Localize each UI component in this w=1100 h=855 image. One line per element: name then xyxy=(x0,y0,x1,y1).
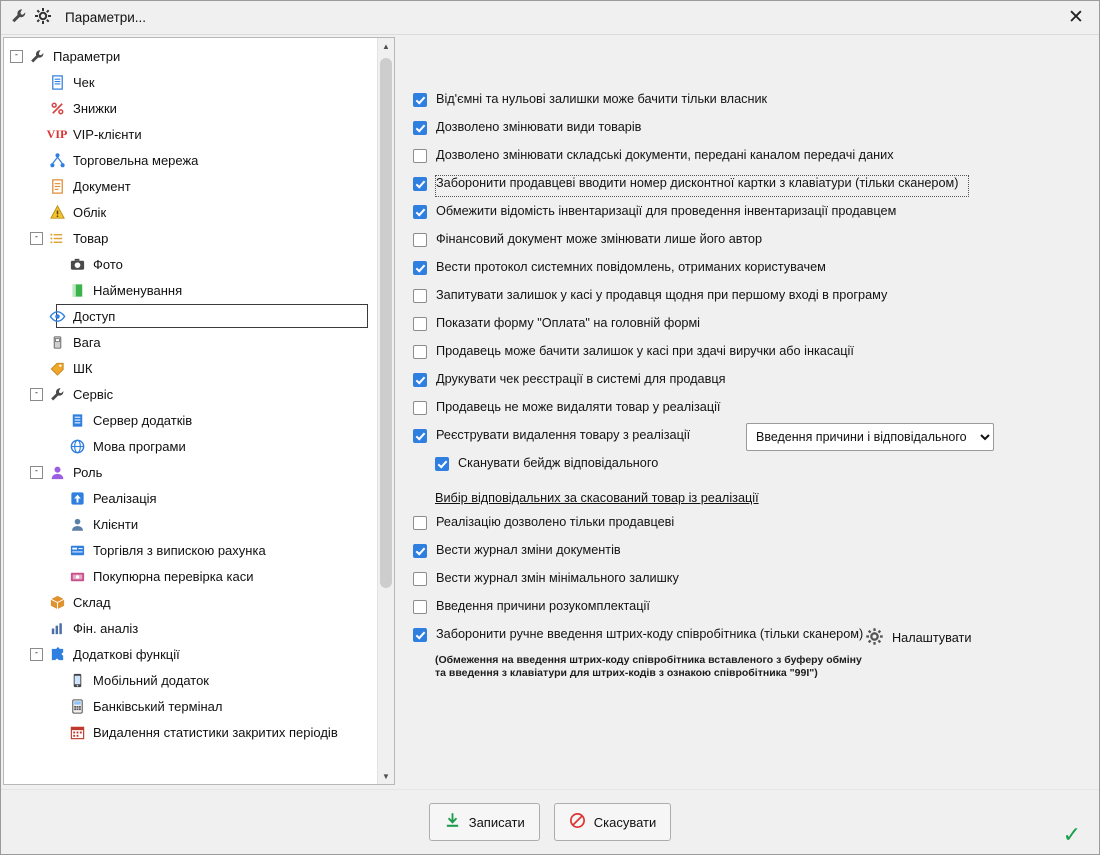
status-check-icon: ✓ xyxy=(1062,822,1081,847)
save-icon xyxy=(444,812,461,832)
tree-item-label: Сервер додатків xyxy=(93,412,193,428)
configure-button[interactable] xyxy=(865,627,971,649)
option-row-6[interactable] xyxy=(413,259,1099,287)
tree-item-3[interactable] xyxy=(4,121,378,147)
tree-item-label: Торговельна мережа xyxy=(73,152,199,168)
tree-item-label: Фін. аналіз xyxy=(73,620,139,636)
tree-expander-icon[interactable]: - xyxy=(30,648,43,661)
tree-item-18[interactable] xyxy=(4,511,378,537)
box-icon xyxy=(47,592,67,612)
tree-item-6[interactable] xyxy=(4,199,378,225)
tree-item-4[interactable] xyxy=(4,147,378,173)
tree-expander-icon[interactable]: - xyxy=(30,388,43,401)
tree-item-2[interactable] xyxy=(4,95,378,121)
tree-expander-icon[interactable]: - xyxy=(30,466,43,479)
camera-icon xyxy=(67,254,87,274)
tree-item-20[interactable] xyxy=(4,563,378,589)
checkbox-barcode-manual[interactable] xyxy=(413,628,427,642)
percent-icon xyxy=(47,98,67,118)
tree-item-label: Додаткові функції xyxy=(73,646,180,662)
tree-item-label: Документ xyxy=(73,178,131,194)
scroll-down-icon[interactable]: ▼ xyxy=(382,771,390,781)
phone-icon xyxy=(67,670,87,690)
tree-item-16[interactable] xyxy=(4,459,378,485)
cancel-button-label: Скасувати xyxy=(593,814,657,830)
option-label-6: Вести протокол системних повідомлень, отриманих користувачем xyxy=(436,260,826,274)
tree-item-15[interactable] xyxy=(4,433,378,459)
tree-item-25[interactable] xyxy=(4,693,378,719)
option-row-5[interactable] xyxy=(413,231,1099,259)
tree-item-label: Фото xyxy=(93,256,123,272)
person-icon xyxy=(67,514,87,534)
option-label-scan-badge: Сканувати бейдж відповідального xyxy=(458,456,659,470)
wrench-icon xyxy=(10,7,28,28)
gear-icon xyxy=(34,7,52,28)
tree-item-label: Сервіс xyxy=(73,386,114,402)
globe-icon xyxy=(67,436,87,456)
window-title: Параметри... xyxy=(65,10,147,25)
option-row-register-delete[interactable] xyxy=(413,427,1099,455)
option-checkbox-10[interactable] xyxy=(413,373,427,387)
user-icon xyxy=(47,462,67,482)
option-tail-row-3[interactable] xyxy=(413,598,1099,626)
barcode-note-line-2: та введення з клавіатури для штрих-кодів з ознакою співробітника "99I") xyxy=(435,667,818,679)
calendar-icon xyxy=(67,722,87,742)
tree-scrollbar[interactable] xyxy=(377,38,394,784)
configure-button-label: Налаштувати xyxy=(892,631,972,645)
tree-item-label: Мова програми xyxy=(93,438,186,454)
chart-icon xyxy=(47,618,67,638)
option-row-9[interactable] xyxy=(413,343,1099,371)
option-checkbox-4[interactable] xyxy=(413,205,427,219)
tree-item-label: Найменування xyxy=(93,282,183,298)
save-button[interactable] xyxy=(429,803,540,841)
tree-item-11[interactable] xyxy=(4,329,378,355)
wrench-icon xyxy=(47,384,67,404)
tree-item-22[interactable] xyxy=(4,615,378,641)
tree-item-label: Вага xyxy=(73,334,101,350)
tree-item-1[interactable] xyxy=(4,69,378,95)
option-label-7: Запитувати залишок у касі у продавця щодня при першому вході в програму xyxy=(436,288,888,302)
checkbox-scan-badge[interactable] xyxy=(435,457,449,471)
tree-item-label: VIP-клієнти xyxy=(73,126,142,142)
tree-item-19[interactable] xyxy=(4,537,378,563)
option-label-5: Фінансовий документ може змінювати лише його автор xyxy=(436,232,762,246)
option-tail-row-0[interactable] xyxy=(413,514,1099,542)
option-row-3[interactable] xyxy=(413,175,1099,203)
tree-item-label: Чек xyxy=(73,74,95,90)
option-checkbox-3[interactable] xyxy=(413,177,427,191)
tag-icon xyxy=(47,358,67,378)
server-icon xyxy=(67,410,87,430)
option-row-1[interactable] xyxy=(413,119,1099,147)
tree-item-8[interactable] xyxy=(4,251,378,277)
scrollbar-thumb[interactable] xyxy=(380,58,392,588)
tree-item-label: Видалення статистики закритих періодів xyxy=(93,724,338,740)
gear-icon xyxy=(865,627,884,649)
option-checkbox-11[interactable] xyxy=(413,401,427,415)
tree-item-13[interactable] xyxy=(4,381,378,407)
tree-item-label: Клієнти xyxy=(93,516,139,532)
option-checkbox-7[interactable] xyxy=(413,289,427,303)
option-row-10[interactable] xyxy=(413,371,1099,399)
option-label-0: Від'ємні та нульові залишки може бачити тільки власник xyxy=(436,92,768,106)
tree-item-label: Знижки xyxy=(73,100,117,116)
tree-item-label: Торгівля з випискою рахунка xyxy=(93,542,266,558)
option-tail-label-0: Реалізацію дозволено тільки продавцеві xyxy=(436,515,675,529)
tree-item-9[interactable] xyxy=(4,277,378,303)
upload-icon xyxy=(67,488,87,508)
tree-item-0[interactable] xyxy=(4,43,378,69)
title-icon-group xyxy=(1,7,146,28)
title-bar xyxy=(1,1,1099,35)
responsible-link-row xyxy=(435,486,1099,510)
tree-item-label: Доступ xyxy=(73,308,116,324)
option-tail-row-1[interactable] xyxy=(413,542,1099,570)
settings-tree xyxy=(3,37,395,785)
option-tail-checkbox-1[interactable] xyxy=(413,544,427,558)
tree-item-14[interactable] xyxy=(4,407,378,433)
save-button-label: Записати xyxy=(468,814,525,830)
tree-item-label: Склад xyxy=(73,594,111,610)
book-icon xyxy=(67,280,87,300)
tree-item-26[interactable] xyxy=(4,719,378,745)
options-panel xyxy=(395,35,1099,763)
scroll-up-icon[interactable]: ▲ xyxy=(382,41,390,51)
option-checkbox-5[interactable] xyxy=(413,233,427,247)
scale-icon xyxy=(47,332,67,352)
responsible-selection-link[interactable]: Вибір відповідальних за скасований товар із реалізації xyxy=(435,491,759,505)
option-row-2[interactable] xyxy=(413,147,1099,175)
focus-outline xyxy=(435,175,969,197)
tree-item-5[interactable] xyxy=(4,173,378,199)
option-tail-checkbox-3[interactable] xyxy=(413,600,427,614)
option-row-7[interactable] xyxy=(413,287,1099,315)
option-tail-checkbox-2[interactable] xyxy=(413,572,427,586)
tree-item-12[interactable] xyxy=(4,355,378,381)
option-tail-label-3: Введення причини розукомплектації xyxy=(436,599,650,613)
footer-bar xyxy=(1,789,1099,854)
tree-item-label: Реалізація xyxy=(93,490,157,506)
tree-item-10[interactable] xyxy=(4,303,378,329)
option-label-2: Дозволено змінювати складські документи, передані каналом передачі даних xyxy=(436,148,894,162)
tree-item-label: Параметри xyxy=(53,48,121,64)
document-icon xyxy=(47,176,67,196)
warning-icon xyxy=(47,202,67,222)
list-icon xyxy=(47,228,67,248)
option-checkbox-9[interactable] xyxy=(413,345,427,359)
option-label-register-delete: Реєструвати видалення товару з реалізації xyxy=(436,428,691,442)
options-list xyxy=(413,91,1099,427)
tree-expander-icon[interactable]: - xyxy=(10,50,23,63)
tree-scroll-area xyxy=(4,38,378,784)
option-checkbox-6[interactable] xyxy=(413,261,427,275)
option-label-9: Продавець може бачити залишок у касі при здачі виручки або інкасації xyxy=(436,344,854,358)
option-tail-label-2: Вести журнал змін мінімального залишку xyxy=(436,571,679,585)
option-label-10: Друкувати чек реєстрації в системі для продавця xyxy=(436,372,726,386)
option-label-4: Обмежити відомість інвентаризації для проведення інвентаризації продавцем xyxy=(436,204,897,218)
tree-item-label: Покупюрна перевірка каси xyxy=(93,568,254,584)
tree-expander-icon[interactable]: - xyxy=(30,232,43,245)
option-label-1: Дозволено змінювати види товарів xyxy=(436,120,642,134)
option-checkbox-1[interactable] xyxy=(413,121,427,135)
option-checkbox-0[interactable] xyxy=(413,93,427,107)
terminal-icon xyxy=(67,696,87,716)
network-icon xyxy=(47,150,67,170)
cancel-icon xyxy=(569,812,586,832)
option-row-scan-badge[interactable] xyxy=(435,455,1099,483)
vip-icon: VIP xyxy=(46,126,68,141)
option-label-3: Заборонити продавцеві вводити номер дисконтної картки з клавіатури (тільки сканером) xyxy=(436,176,959,190)
option-checkbox-8[interactable] xyxy=(413,317,427,331)
option-row-barcode[interactable] xyxy=(413,626,1099,654)
option-tail-checkbox-0[interactable] xyxy=(413,516,427,530)
cancel-button[interactable] xyxy=(554,803,672,841)
tree-item-21[interactable] xyxy=(4,589,378,615)
option-checkbox-2[interactable] xyxy=(413,149,427,163)
cash-icon xyxy=(67,566,87,586)
invoice-icon xyxy=(67,540,87,560)
tree-item-label: Роль xyxy=(73,464,103,480)
tree-item-label: Мобільний додаток xyxy=(93,672,209,688)
tree-item-label: ШК xyxy=(73,360,93,376)
tree-item-label: Банківський термінал xyxy=(93,698,223,714)
reason-select[interactable] xyxy=(746,423,994,451)
option-label-8: Показати форму "Оплата" на головній формі xyxy=(436,316,700,330)
barcode-note-line-1: (Обмеження на введення штрих-коду співробітника вставленого з буферу обміну xyxy=(435,654,862,666)
tree-item-label: Товар xyxy=(73,230,109,246)
main-content xyxy=(1,35,1099,781)
tree-item-23[interactable] xyxy=(4,641,378,667)
receipt-icon xyxy=(47,72,67,92)
tree-item-24[interactable] xyxy=(4,667,378,693)
option-label-11: Продавець не може видаляти товар у реалізації xyxy=(436,400,721,414)
close-icon[interactable]: ✕ xyxy=(1068,7,1084,28)
option-tail-row-2[interactable] xyxy=(413,570,1099,598)
tree-item-label: Облік xyxy=(73,204,107,220)
checkbox-register-delete[interactable] xyxy=(413,429,427,443)
option-tail-label-1: Вести журнал зміни документів xyxy=(436,543,621,557)
option-row-8[interactable] xyxy=(413,315,1099,343)
tree-item-7[interactable] xyxy=(4,225,378,251)
reason-select-wrap xyxy=(746,423,994,451)
options-list-tail xyxy=(413,514,1099,626)
puzzle-icon xyxy=(47,644,67,664)
tree-item-17[interactable] xyxy=(4,485,378,511)
wrench-icon xyxy=(27,46,47,66)
eye-icon xyxy=(47,306,67,326)
option-row-0[interactable] xyxy=(413,91,1099,119)
option-label-barcode-manual: Заборонити ручне введення штрих-коду співробітника (тільки сканером) xyxy=(436,627,864,641)
option-row-4[interactable] xyxy=(413,203,1099,231)
